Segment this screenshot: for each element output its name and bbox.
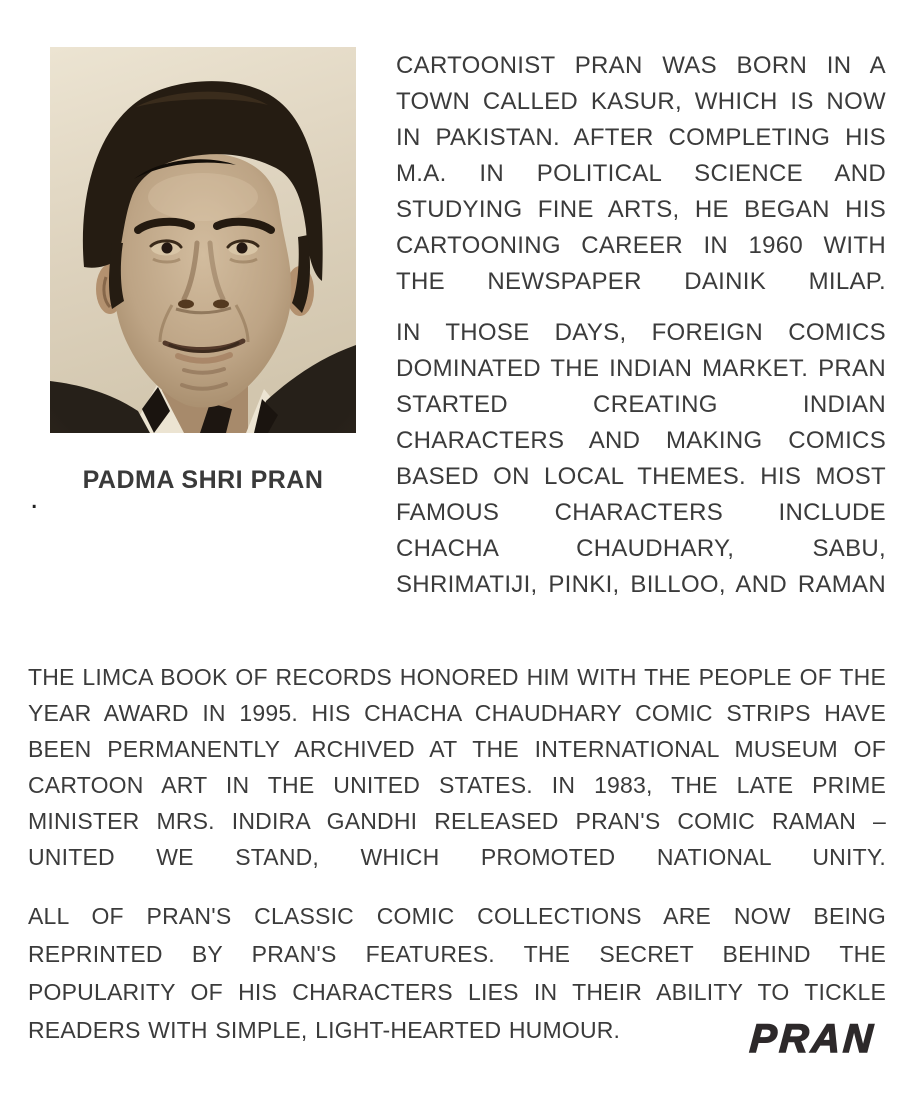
pran-signature-image [748,1010,888,1066]
paragraph-reprints-and-popularity: ALL OF PRAN'S CLASSIC COMIC COLLECTIONS ARE NOW BEING REPRINTED BY PRAN'S FEATURES. THE SECRET BEHIND THE POPULARITY OF HIS CHARACTERS LIES IN THEIR ABILITY TO TICKLE READERS WITH SIMPLE, LIGHT-HEARTED HUMOUR. [28,903,886,1043]
portrait-photo [50,47,356,433]
paragraph-awards-and-honors: THE LIMCA BOOK OF RECORDS HONORED HIM WITH THE PEOPLE OF THE YEAR AWARD IN 1995. HIS CHACHA CHAUDHARY COMIC STRIPS HAVE BEEN PERMANENTLY ARCHIVED AT THE INTERNATIONAL MUSEUM OF CARTOON ART IN THE UNITED STATES. IN 1983, THE LATE PRIME MINISTER MRS. INDIRA GANDHI RELEASED PRAN'S COMIC RAMAN – UNITED WE STAND, WHICH PROMOTED NATIONAL UNITY. [28,664,886,870]
paragraph-birth-and-career: CARTOONIST PRAN WAS BORN IN A TOWN CALLED KASUR, WHICH IS NOW IN PAKISTAN. AFTER COMPLETING HIS M.A. IN POLITICAL SCIENCE AND STUDYING FINE ARTS, HE BEGAN HIS CARTOONING CAREER IN 1960 WITH THE NEWSPAPER DAINIK MILAP. [396,52,886,295]
pran-signature [748,1010,888,1066]
photo-caption: PADMA SHRI PRAN [82,466,324,494]
signature-text: PRAN [748,1017,877,1061]
intro-text-column [396,48,886,603]
paragraph-famous-characters: IN THOSE DAYS, FOREIGN COMICS DOMINATED THE INDIAN MARKET. PRAN STARTED CREATING INDIAN CHARACTERS AND MAKING COMICS BASED ON LOCAL THEMES. HIS MOST FAMOUS CHARACTERS INCLUDE CHACHA CHAUDHARY, SABU, SHRIMATIJI, PINKI, BILLOO, AND RAMAN [396,319,886,598]
stray-period-mark: . [30,482,39,515]
portrait-photo-image [50,47,356,433]
